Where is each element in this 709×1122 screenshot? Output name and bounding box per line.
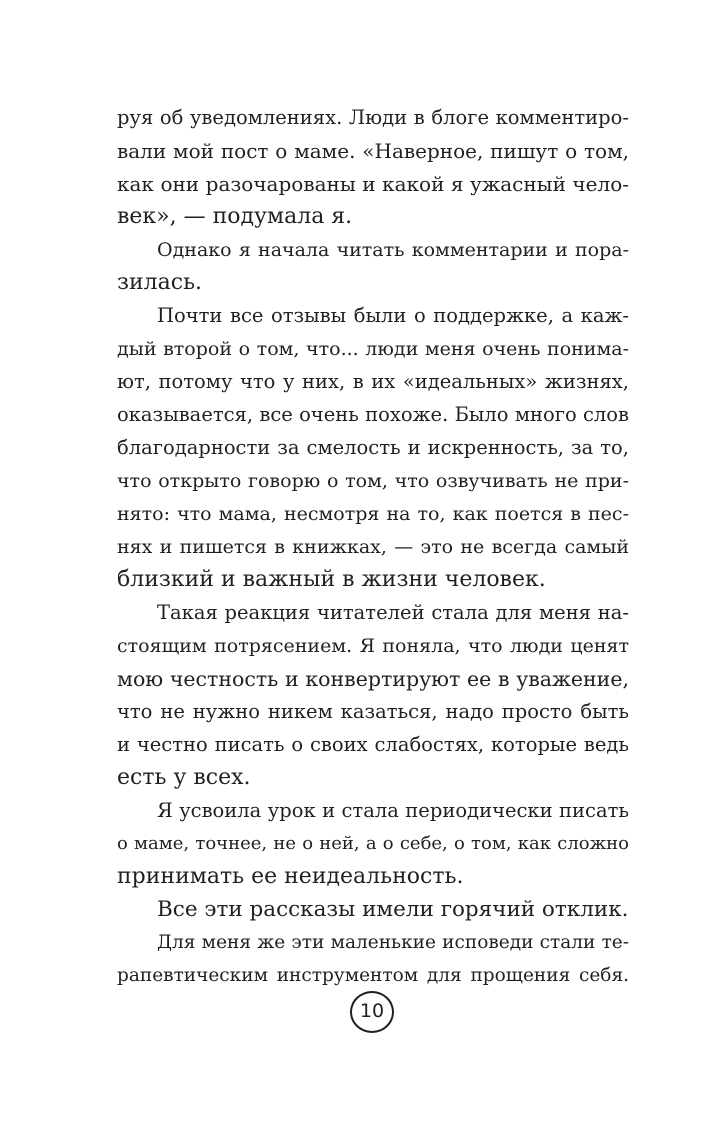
text-line: Я усвоила урок и стала периодически писать — [157, 799, 629, 822]
text-line: как они разочарованы и какой я ужасный чело- — [117, 172, 629, 196]
text-line: Однако я начала читать комментарии и пора- — [157, 239, 629, 261]
text-line: рапевтическим инструментом для прощения себя. — [117, 965, 629, 986]
text-line: руя об уведомлениях. Люди в блоге комментиро- — [117, 106, 629, 129]
text-line: стоящим потрясением. Я поняла, что люди ценят — [117, 635, 629, 657]
text-line: оказывается, все очень похоже. Было много слов — [117, 403, 629, 426]
text-line: что открыто говорю о том, что озвучивать не при- — [117, 470, 629, 492]
text-line: мою честность и конвертируют ее в уважение, — [117, 667, 629, 691]
text-line: зилась. — [117, 270, 203, 295]
text-line: есть у всех. — [117, 765, 251, 790]
text-line: Все эти рассказы имели горячий отклик. — [157, 897, 629, 922]
text-line: Такая реакция читателей стала для меня на- — [157, 601, 629, 624]
text-line: век», — подумала я. — [117, 204, 353, 229]
text-line: принимать ее неидеальность. — [117, 864, 464, 889]
text-line: нято: что мама, несмотря на то, как поется в пес- — [117, 503, 629, 525]
text-line: вали мой пост о маме. «Наверное, пишут о том, — [117, 139, 629, 163]
text-line: Для меня же эти маленькие исповеди стали те- — [157, 932, 629, 953]
text-line: благодарности за смелость и искренность, за то, — [117, 436, 629, 459]
text-line: ют, потому что у них, в их «идеальных» жизнях, — [117, 370, 629, 393]
text-line: и честно писать о своих слабостях, которые ведь — [117, 733, 629, 756]
text-line: нях и пишется в книжках, — это не всегда самый — [117, 536, 629, 558]
text-line: о маме, точнее, не о ней, а о себе, о том, как сложно — [117, 833, 629, 854]
text-line: дый второй о том, что... люди меня очень понима- — [117, 338, 629, 360]
text-line: близкий и важный в жизни человек. — [117, 567, 546, 592]
text-line: Почти все отзывы были о поддержке, а каж- — [157, 304, 629, 327]
text-line: что не нужно никем казаться, надо просто быть — [117, 700, 629, 723]
page-number-badge: 10 — [350, 991, 394, 1033]
